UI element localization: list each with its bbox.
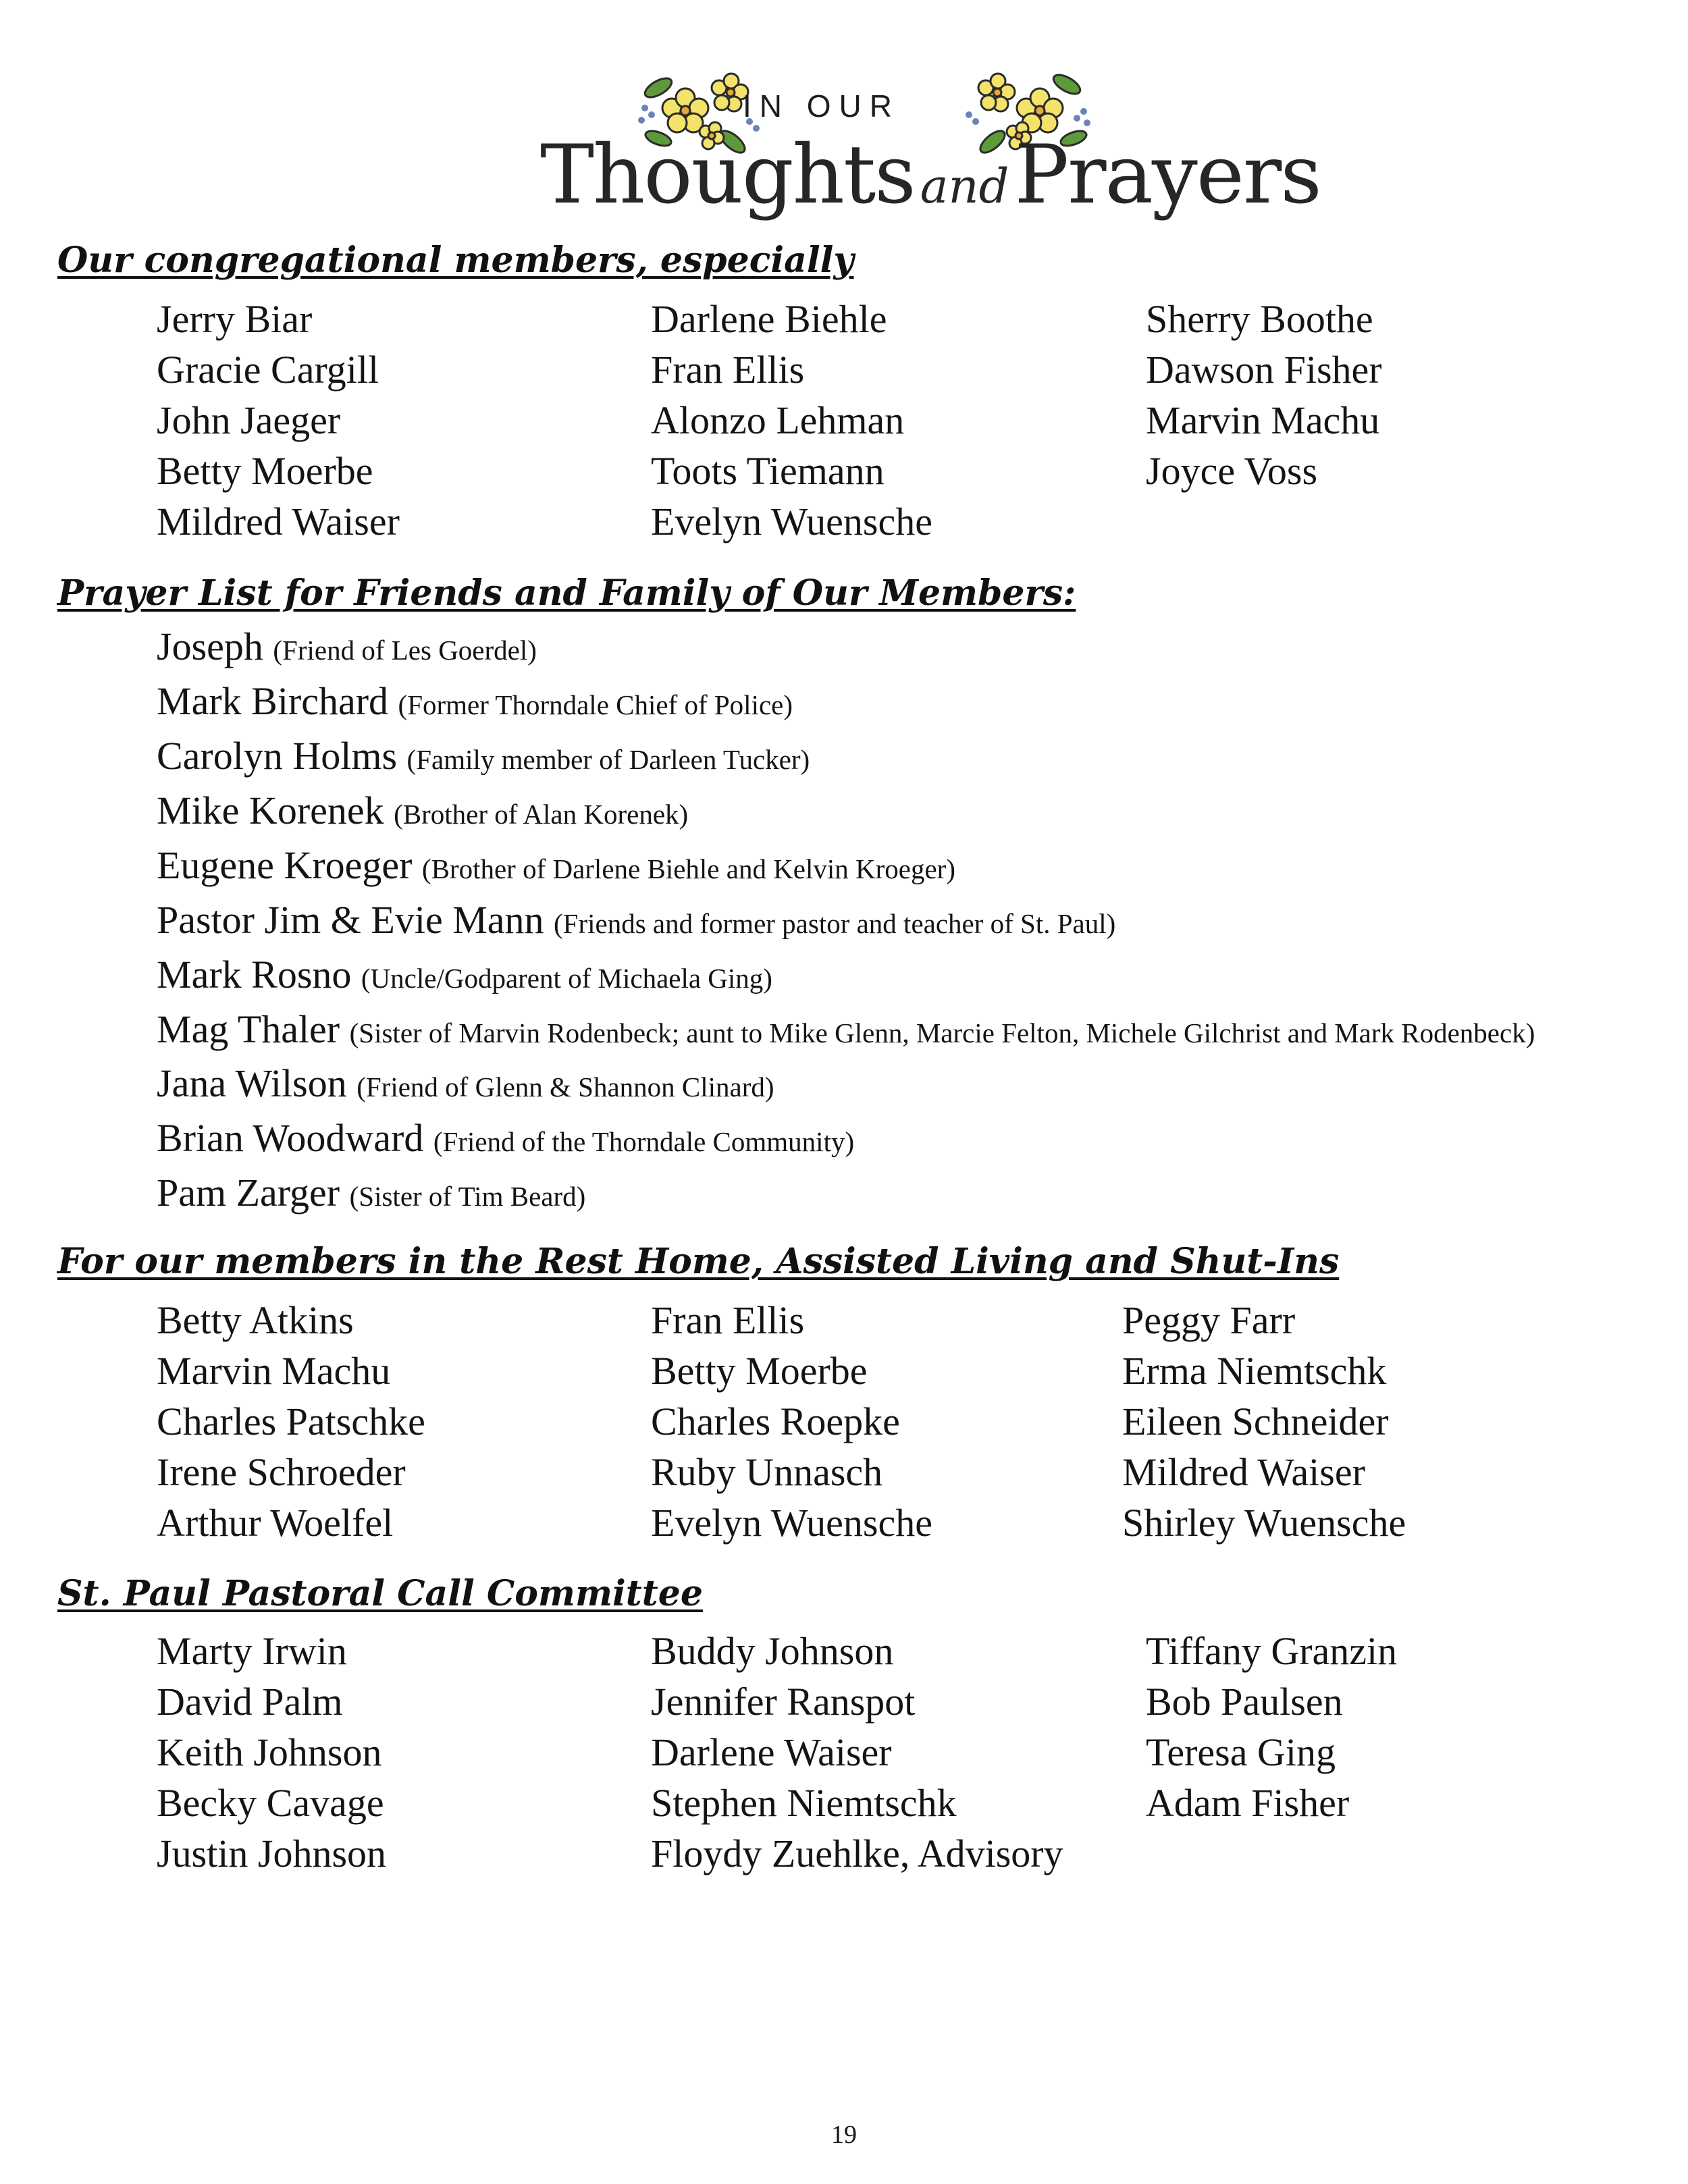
prayer-name: Joseph — [157, 624, 263, 668]
logo-word-and: and — [920, 159, 1009, 214]
prayer-name: Eugene Kroeger — [157, 843, 413, 887]
prayer-item — [157, 785, 1656, 840]
prayer-item — [157, 730, 1656, 785]
member-name: Joyce Voss — [1146, 449, 1318, 493]
member-name: Dawson Fisher — [1146, 348, 1382, 392]
member-name: Evelyn Wuensche — [651, 1501, 932, 1545]
page-number: 19 — [831, 2121, 857, 2149]
prayer-item — [157, 1113, 1656, 1167]
prayer-name: Mark Rosno — [157, 953, 352, 996]
member-name: Peggy Farr — [1122, 1298, 1296, 1342]
prayer-note: (Friends and former pastor and teacher of St. Paul) — [554, 908, 1116, 939]
member-name: Fran Ellis — [651, 348, 805, 392]
member-name: Irene Schroeder — [157, 1450, 406, 1494]
member-name: Sherry Boothe — [1146, 297, 1373, 341]
prayer-name: Mag Thaler — [157, 1007, 340, 1051]
member-name: Alonzo Lehman — [651, 398, 905, 442]
prayer-item — [157, 676, 1656, 730]
name-row — [157, 1676, 1642, 1727]
name-row — [157, 496, 1642, 547]
prayer-note: (Brother of Alan Korenek) — [394, 799, 689, 830]
member-name: Erma Niemtschk — [1122, 1349, 1387, 1393]
member-name: Floydy Zuehlke, Advisory — [651, 1832, 1063, 1875]
prayer-name: Mike Korenek — [157, 789, 384, 832]
prayer-item — [157, 840, 1656, 895]
name-row — [157, 395, 1642, 446]
member-name: Darlene Waiser — [651, 1730, 892, 1774]
congregational-heading: Our congregational members, especially — [57, 240, 854, 281]
member-name: Betty Moerbe — [157, 449, 373, 493]
prayer-note: (Friend of Les Goerdel) — [273, 635, 537, 666]
prayer-note: (Brother of Darlene Biehle and Kelvin Kroeger) — [421, 853, 955, 884]
prayer-item — [157, 895, 1656, 949]
member-name: Evelyn Wuensche — [651, 500, 932, 543]
congregational-list — [157, 294, 1642, 547]
logo-word-prayers: Prayers — [1014, 128, 1321, 222]
member-name: Keith Johnson — [157, 1730, 382, 1774]
prayer-item — [157, 1004, 1656, 1058]
prayer-name: Carolyn Holms — [157, 734, 398, 778]
prayer-list-heading: Prayer List for Friends and Family of Our Members: — [57, 572, 1076, 614]
member-name: Tiffany Granzin — [1146, 1629, 1398, 1673]
member-name: Betty Atkins — [157, 1298, 354, 1342]
member-name: Marty Irwin — [157, 1629, 347, 1673]
prayer-item — [157, 1167, 1656, 1222]
name-row — [157, 1346, 1642, 1396]
prayer-note: (Uncle/Godparent of Michaela Ging) — [361, 963, 772, 994]
prayer-name: Jana Wilson — [157, 1061, 347, 1105]
logo-word-thoughts: Thoughts — [540, 128, 915, 222]
name-row — [157, 1828, 1642, 1879]
member-name: Eileen Schneider — [1122, 1400, 1389, 1443]
member-name: Jennifer Ranspot — [651, 1680, 916, 1724]
name-row — [157, 1447, 1642, 1497]
member-name: Arthur Woelfel — [157, 1501, 394, 1545]
prayer-note: (Friend of Glenn & Shannon Clinard) — [357, 1071, 774, 1102]
member-name: Becky Cavage — [157, 1781, 384, 1825]
name-row — [157, 1396, 1642, 1447]
call-committee-list — [157, 1626, 1642, 1879]
member-name: Bob Paulsen — [1146, 1680, 1343, 1724]
prayer-name: Pam Zarger — [157, 1171, 340, 1215]
logo-thoughts-and-prayers — [540, 128, 1321, 222]
name-row — [157, 446, 1642, 496]
member-name: Mildred Waiser — [157, 500, 400, 543]
member-name: Gracie Cargill — [157, 348, 379, 392]
name-row — [157, 344, 1642, 395]
prayer-list — [157, 621, 1656, 1222]
member-name: Shirley Wuensche — [1122, 1501, 1406, 1545]
name-row — [157, 1497, 1642, 1548]
member-name: Charles Patschke — [157, 1400, 425, 1443]
prayer-note: (Family member of Darleen Tucker) — [406, 744, 810, 775]
member-name: Stephen Niemtschk — [651, 1781, 957, 1825]
member-name: David Palm — [157, 1680, 343, 1724]
member-name: Adam Fisher — [1146, 1781, 1350, 1825]
rest-home-list — [157, 1295, 1642, 1548]
name-row — [157, 1778, 1642, 1828]
member-name: Marvin Machu — [157, 1349, 391, 1393]
prayer-note: (Friend of the Thorndale Community) — [433, 1126, 855, 1157]
member-name: Jerry Biar — [157, 297, 313, 341]
call-committee-heading: St. Paul Pastoral Call Committee — [57, 1573, 703, 1614]
member-name: Betty Moerbe — [651, 1349, 868, 1393]
prayer-name: Pastor Jim & Evie Mann — [157, 898, 544, 942]
member-name: Charles Roepke — [651, 1400, 900, 1443]
member-name: Fran Ellis — [651, 1298, 805, 1342]
prayer-item — [157, 621, 1656, 676]
member-name: Buddy Johnson — [651, 1629, 894, 1673]
member-name: Justin Johnson — [157, 1832, 387, 1875]
prayer-name: Brian Woodward — [157, 1116, 424, 1160]
member-name: Teresa Ging — [1146, 1730, 1336, 1774]
name-row — [157, 1727, 1642, 1778]
member-name: John Jaeger — [157, 398, 341, 442]
member-name: Marvin Machu — [1146, 398, 1380, 442]
prayer-note: (Sister of Tim Beard) — [349, 1181, 586, 1212]
logo-in-our: IN OUR — [743, 88, 900, 124]
prayer-note: (Former Thorndale Chief of Police) — [398, 689, 793, 720]
prayer-item — [157, 949, 1656, 1004]
name-row — [157, 294, 1642, 344]
member-name: Darlene Biehle — [651, 297, 887, 341]
prayer-item — [157, 1058, 1656, 1113]
name-row — [157, 1295, 1642, 1346]
rest-home-heading: For our members in the Rest Home, Assisted Living and Shut-Ins — [57, 1241, 1340, 1282]
member-name: Mildred Waiser — [1122, 1450, 1365, 1494]
prayer-note: (Sister of Marvin Rodenbeck; aunt to Mike Glenn, Marcie Felton, Michele Gilchrist and Mark Rodenbeck) — [349, 1017, 1535, 1048]
name-row — [157, 1626, 1642, 1676]
member-name: Toots Tiemann — [651, 449, 885, 493]
prayer-name: Mark Birchard — [157, 679, 389, 723]
member-name: Ruby Unnasch — [651, 1450, 883, 1494]
header-logo — [527, 47, 1321, 250]
